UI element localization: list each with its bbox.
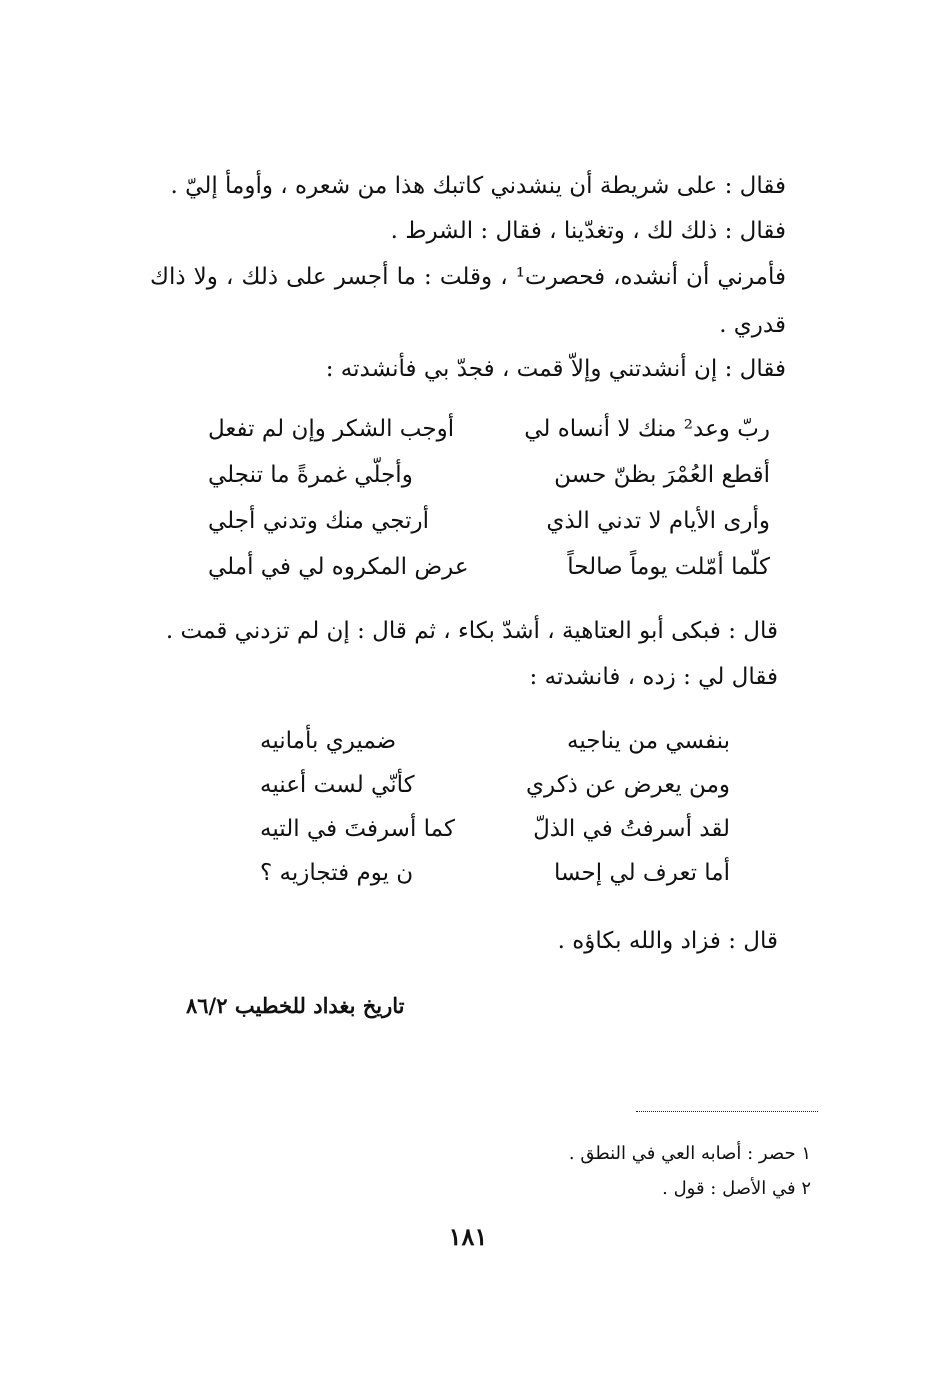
verse-row	[120, 728, 820, 768]
verse-first-hemistich: وأرى الأيام لا تدني الذي	[546, 508, 770, 534]
verse-second-hemistich: أوجب الشكر وإن لم تفعل	[208, 416, 455, 442]
verse-second-hemistich: ضميري بأمانيه	[260, 728, 397, 754]
page-number: ١٨١	[448, 1222, 488, 1251]
verse-second-hemistich: أرتجي منك وتدني أجلي	[208, 508, 430, 534]
paragraph-line: قال : فبكى أبو العتاهية ، أشدّ بكاء ، ثم قال : إن لم تزدني قمت .	[165, 618, 778, 644]
paragraph-line: فقال لي : زده ، فانشدته :	[529, 664, 778, 690]
verse-row	[120, 772, 820, 812]
verse-row	[120, 554, 820, 594]
verse-first-hemistich: أقطع العُمْرَ بظنّ حسن	[554, 462, 770, 488]
paragraph-line: فأمرني أن أنشده، فحصرت¹ ، وقلت : ما أجسر على ذلك ، ولا ذاك	[150, 264, 786, 290]
verse-first-hemistich: أما تعرف لي إحسا	[554, 860, 730, 886]
verse-second-hemistich: عرض المكروه لي في أملي	[208, 554, 469, 580]
paragraph-line: قدري .	[719, 312, 786, 338]
verse-first-hemistich: ربّ وعد² منك لا أنساه لي	[524, 416, 770, 442]
verse-row	[120, 416, 820, 456]
footnote-divider	[636, 1111, 818, 1112]
verse-row	[120, 816, 820, 856]
verse-second-hemistich: وأجلّي غمرةً ما تنجلي	[208, 462, 413, 488]
paragraph-line: فقال : إن أنشدتني وإلاّ قمت ، فجدّ بي فأنشدته :	[325, 356, 786, 382]
verse-first-hemistich: بنفسي من يناجيه	[567, 728, 730, 754]
paragraph-line: فقال : ذلك لك ، وتغدّينا ، فقال : الشرط .	[390, 218, 786, 244]
footnote: ١ حصر : أصابه العي في النطق .	[568, 1143, 811, 1164]
verse-second-hemistich: كأنّي لست أعنيه	[260, 772, 415, 798]
closing-line: قال : فزاد والله بكاؤه .	[557, 928, 778, 954]
verse-row	[120, 462, 820, 502]
verse-row	[120, 508, 820, 548]
verse-second-hemistich: كما أسرفتَ في التيه	[260, 816, 455, 842]
verse-row	[120, 860, 820, 900]
paragraph-line: فقال : على شريطة أن ينشدني كاتبك هذا من شعره ، وأومأ إليّ .	[170, 173, 786, 199]
verse-first-hemistich: ومن يعرض عن ذكري	[526, 772, 730, 798]
footnote: ٢ في الأصل : قول .	[662, 1178, 811, 1199]
verse-first-hemistich: لقد أسرفتُ في الذلّ	[533, 816, 730, 842]
verse-second-hemistich: ن يوم فتجازيه ؟	[260, 860, 414, 886]
source-reference: تاريخ بغداد للخطيب ٨٦/٢	[186, 993, 405, 1018]
verse-first-hemistich: كلّما أمّلت يوماً صالحاً	[567, 554, 770, 580]
